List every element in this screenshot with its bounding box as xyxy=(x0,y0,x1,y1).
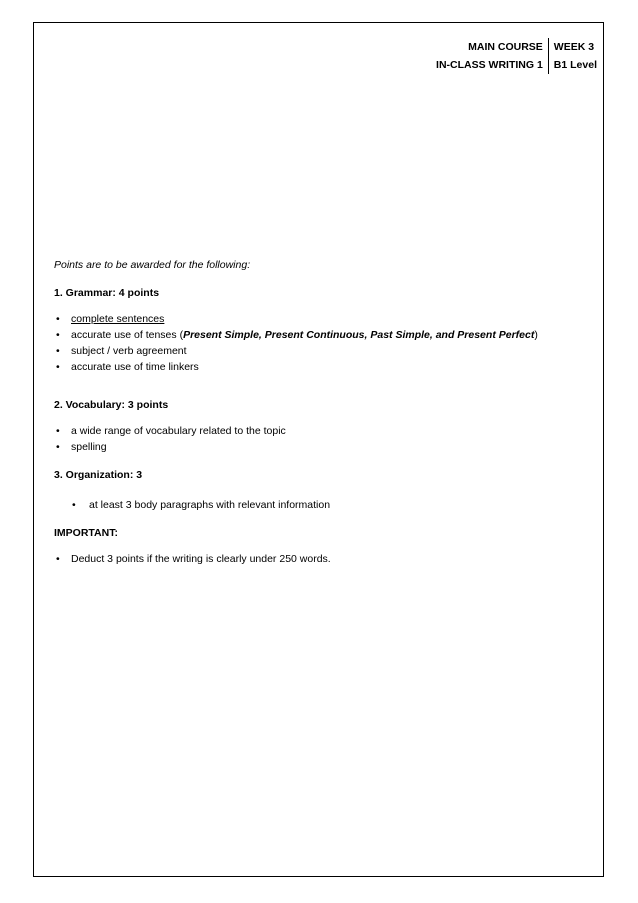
vocabulary-item-spelling: spelling xyxy=(71,441,107,453)
bullet-icon: • xyxy=(56,553,60,565)
header-course-block xyxy=(436,38,549,74)
grammar-item-linkers: accurate use of time linkers xyxy=(71,361,199,373)
level-label: B1 Level xyxy=(553,59,597,71)
important-item-deduct: Deduct 3 points if the writing is clearly under 250 words. xyxy=(71,553,331,565)
vocabulary-list xyxy=(54,423,594,455)
list-item xyxy=(54,497,594,513)
rubric-content xyxy=(54,257,594,567)
course-title: MAIN COURSE xyxy=(468,41,543,53)
grammar-item-tenses-prefix: accurate use of tenses ( xyxy=(71,329,184,341)
list-item xyxy=(54,311,594,327)
grammar-item-agreement: subject / verb agreement xyxy=(71,345,187,357)
header-week-block xyxy=(549,38,597,74)
writing-title: IN-CLASS WRITING 1 xyxy=(436,59,543,71)
bullet-icon: • xyxy=(56,345,60,357)
bullet-icon: • xyxy=(56,329,60,341)
grammar-item-tenses-suffix: ) xyxy=(534,329,538,341)
list-item xyxy=(54,343,594,359)
list-item xyxy=(54,327,594,343)
organization-title: 3. Organization: 3 xyxy=(54,469,143,481)
bullet-icon: • xyxy=(56,441,60,453)
grammar-item-sentences: complete sentences xyxy=(71,313,165,325)
important-list xyxy=(54,551,594,567)
vocabulary-title: 2. Vocabulary: 3 points xyxy=(54,399,169,411)
organization-item-paragraphs: at least 3 body paragraphs with relevant information xyxy=(89,499,331,511)
bullet-icon: • xyxy=(56,425,60,437)
list-item xyxy=(54,551,594,567)
organization-list xyxy=(54,497,594,513)
document-header xyxy=(436,38,597,74)
important-title: IMPORTANT: xyxy=(54,527,118,539)
grammar-title: 1. Grammar: 4 points xyxy=(54,287,160,299)
bullet-icon: • xyxy=(56,361,60,373)
bullet-icon: • xyxy=(72,499,76,511)
list-item xyxy=(54,423,594,439)
bullet-icon: • xyxy=(56,313,60,325)
week-label: WEEK 3 xyxy=(553,41,595,53)
intro-text: Points are to be awarded for the following: xyxy=(54,259,251,271)
grammar-list xyxy=(54,311,594,375)
list-item xyxy=(54,359,594,375)
vocabulary-item-range: a wide range of vocabulary related to the topic xyxy=(71,425,286,437)
grammar-item-tenses-list: Present Simple, Present Continuous, Past Simple, and Present Perfect xyxy=(183,329,535,341)
list-item xyxy=(54,439,594,455)
